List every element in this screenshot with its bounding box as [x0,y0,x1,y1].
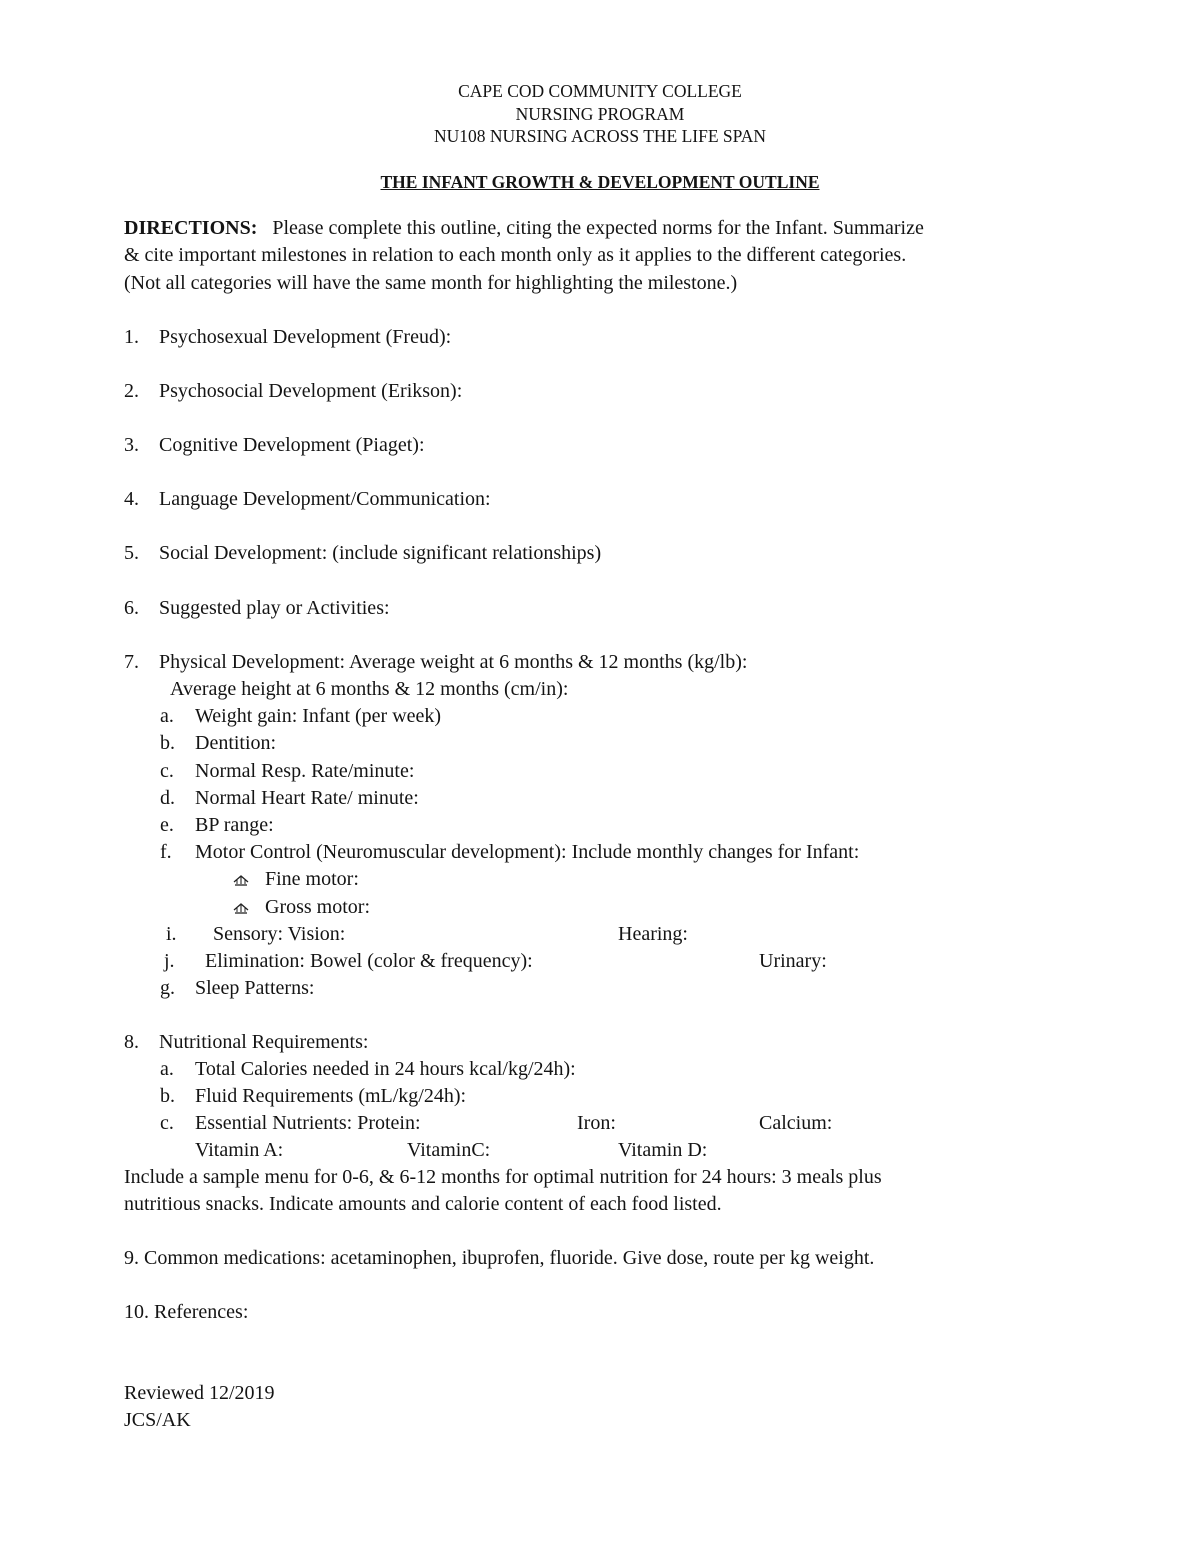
item-8b-letter: b. [160,1085,175,1107]
item-7-number: 7. [124,651,139,673]
item-4-text: Language Development/Communication: [159,488,491,510]
reviewed-date: Reviewed 12/2019 [124,1382,275,1404]
item-7j-text: Elimination: Bowel (color & frequency): [205,950,533,972]
item-3-text: Cognitive Development (Piaget): [159,434,425,456]
menu-text-1: Include a sample menu for 0-6, & 6-12 months for optimal nutrition for 24 hours: 3 meals plus [124,1166,882,1188]
item-7f-letter: f. [160,841,172,863]
item-4-number: 4. [124,488,139,510]
item-5-number: 5. [124,542,139,564]
author-initials: JCS/AK [124,1409,191,1431]
item-7j-letter: j. [164,950,175,972]
iron-label: Iron: [577,1112,616,1134]
item-7-text: Physical Development: Average weight at 6 months & 12 months (kg/lb): [159,651,748,673]
item-6-text: Suggested play or Activities: [159,597,390,619]
item-7a-letter: a. [160,705,174,727]
item-7i-letter: i. [166,923,177,945]
item-7e-text: BP range: [195,814,274,836]
hearing-label: Hearing: [618,923,688,945]
item-7d-text: Normal Heart Rate/ minute: [195,787,419,809]
item-1-number: 1. [124,326,139,348]
item-8a-letter: a. [160,1058,174,1080]
item-6-number: 6. [124,597,139,619]
directions-label: DIRECTIONS: [124,217,258,239]
directions-line-1 [124,216,924,240]
item-7b-text: Dentition: [195,732,277,754]
item-7b-letter: b. [160,732,175,754]
item-8-text: Nutritional Requirements: [159,1031,369,1053]
college-name: CAPE COD COMMUNITY COLLEGE [458,81,742,101]
fine-motor-label: Fine motor: [265,868,359,890]
item-7-text-2: Average height at 6 months & 12 months (cm/in): [170,678,569,700]
directions-text-1: Please complete this outline, citing the expected norms for the Infant. Summarize [272,217,924,239]
vitamin-d-label: Vitamin D: [618,1139,708,1161]
program-name: NURSING PROGRAM [515,104,685,124]
item-8c-text: Essential Nutrients: Protein: [195,1112,421,1134]
directions-line-3: (Not all categories will have the same month for highlighting the milestone.) [124,272,738,294]
item-7c-text: Normal Resp. Rate/minute: [195,760,415,782]
item-7c-letter: c. [160,760,174,782]
menu-text-2: nutritious snacks. Indicate amounts and calorie content of each food listed. [124,1193,722,1215]
vitamin-a-label: Vitamin A: [195,1139,284,1161]
gross-motor-line [232,895,370,919]
item-7i-text: Sensory: Vision: [213,923,346,945]
item-10-text: 10. References: [124,1301,249,1323]
item-2-number: 2. [124,380,139,402]
item-7d-letter: d. [160,787,175,809]
item-2-text: Psychosocial Development (Erikson): [159,380,463,402]
gross-motor-label: Gross motor: [265,896,370,918]
item-7g-text: Sleep Patterns: [195,977,315,999]
item-7f-text: Motor Control (Neuromuscular development): Include monthly changes for Infant: [195,841,860,863]
calcium-label: Calcium: [759,1112,833,1134]
urinary-label: Urinary: [759,950,827,972]
bullet-symbol-icon [232,902,250,914]
item-7e-letter: e. [160,814,174,836]
item-5-text: Social Development: (include significant relationships) [159,542,602,564]
course-name: NU108 NURSING ACROSS THE LIFE SPAN [433,126,767,146]
item-3-number: 3. [124,434,139,456]
item-1-text: Psychosexual Development (Freud): [159,326,452,348]
item-8a-text: Total Calories needed in 24 hours kcal/kg/24h): [195,1058,576,1080]
item-8b-text: Fluid Requirements (mL/kg/24h): [195,1085,467,1107]
item-8-number: 8. [124,1031,139,1053]
item-9-text: 9. Common medications: acetaminophen, ibuprofen, fluoride. Give dose, route per kg weight. [124,1247,875,1269]
item-8c-letter: c. [160,1112,174,1134]
vitamin-c-label: VitaminC: [407,1139,491,1161]
fine-motor-line [232,867,359,891]
item-7g-letter: g. [160,977,175,999]
item-7a-text: Weight gain: Infant (per week) [195,705,442,727]
document-title: THE INFANT GROWTH & DEVELOPMENT OUTLINE [380,172,820,192]
bullet-symbol-icon [232,874,250,886]
directions-line-2: & cite important milestones in relation to each month only as it applies to the different categories. [124,244,907,266]
